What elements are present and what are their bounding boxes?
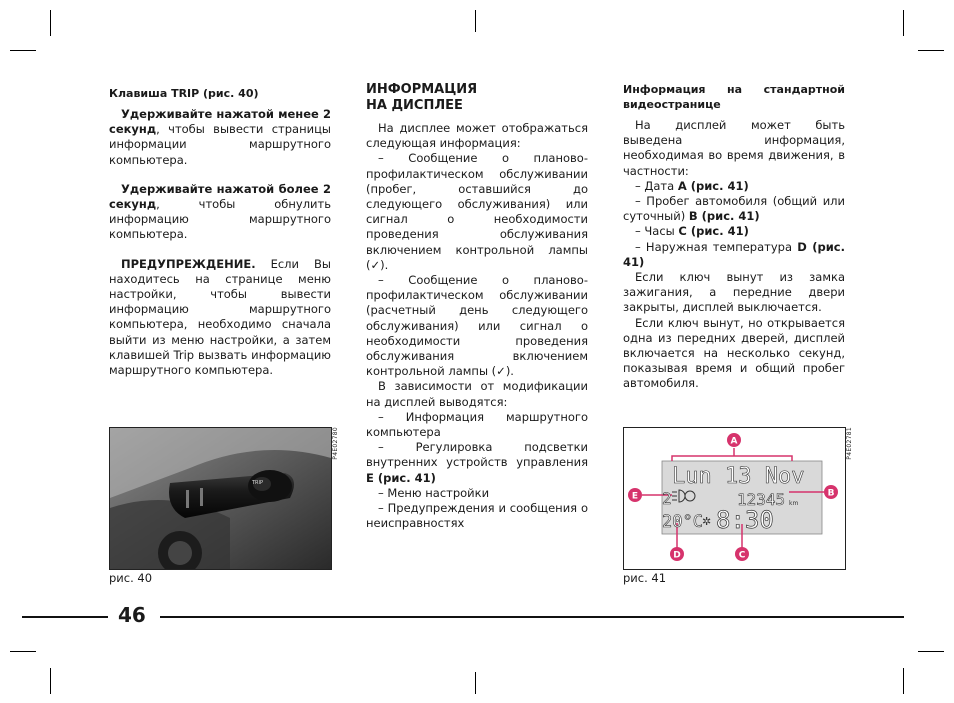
list-item: – Часы C (рис. 41) [635, 224, 749, 239]
list-item: – Наружная температура D (рис. 41) [623, 239, 845, 269]
footer-rule-right [160, 616, 904, 618]
svg-text:D: D [673, 550, 681, 561]
list-item: – Сообщение о планово-профилактическом обслуживании (пробег, оставшийся до следующего обслуживания) или сигнал о необходимости проведения обслуживания включением контрольной лампы (✓). [366, 151, 588, 272]
display-clock: 8:30 [716, 506, 774, 534]
section-title: ИНФОРМАЦИЯ НА ДИСПЛЕЕ [366, 82, 478, 113]
display-temperature: 20°C [662, 512, 703, 532]
display-diagram [624, 428, 845, 569]
crop-mark [918, 651, 944, 652]
figure-code: P4E02780 [332, 427, 339, 460]
list-item: – Информация маршрутного компьютера [366, 409, 588, 440]
paragraph: В зависимости от модификации на дисплей выводятся: [366, 379, 588, 409]
paragraph: Если ключ вынут, но открывается одна из передних дверей, дисплей включается на несколько секунд, показывая время и общий пробег автомобиля. [623, 315, 845, 391]
svg-text:E: E [631, 491, 639, 502]
crop-mark [918, 50, 944, 51]
trip-button-label: TRIP [252, 480, 264, 486]
snowflake-icon: ✲ [702, 515, 712, 528]
list-item: – Пробег автомобиля (общий или суточный) B (рис. 41) [623, 194, 845, 224]
figure-40-photo [109, 427, 332, 570]
marker-b [824, 485, 838, 499]
footer-rule-left [22, 616, 108, 618]
figure-40-caption: рис. 40 [109, 571, 153, 585]
crop-mark [475, 672, 476, 694]
column-display-info [366, 82, 588, 531]
list-item: – Дата A (рис. 41) [635, 178, 749, 193]
svg-text:B: B [827, 488, 835, 499]
warning-paragraph: ПРЕДУПРЕЖДЕНИЕ. Если Вы находитесь на странице меню настройки, чтобы вывести информацию маршрутного компьютера, необходимо сначала выйти из меню настройки, а затем клавишей Trip вызвать информацию маршрутного компьютера. [109, 256, 331, 378]
display-odometer: 12345 [737, 490, 786, 509]
steering-stalk-illustration [110, 428, 331, 569]
crop-mark [10, 651, 36, 652]
section-heading: Клавиша TRIP (рис. 40) [109, 87, 259, 100]
list-item: – Регулировка подсветки внутренних устройств управления E (рис. 41) [366, 440, 588, 485]
paragraph: Удерживайте нажатой более 2 секунд, чтобы обнулить информацию маршрутного компьютера. [109, 181, 331, 242]
paragraph: Удерживайте нажатой менее 2 секунд, чтобы вывести страницы информации маршрутного компьютера. [109, 107, 331, 167]
svg-text:A: A [730, 436, 738, 447]
crop-mark [10, 50, 36, 51]
column-standard-page [623, 82, 845, 392]
list-item: – Сообщение о планово-профилактическом обслуживании (расчетный день следующего обслуживания) или сигнал о необходимости проведения обслуживания включением контрольной лампы (✓). [366, 273, 588, 379]
display-odometer-unit: km [789, 500, 799, 507]
paragraph: На дисплей может быть выведена информация, необходимая во время движения, в частности: [623, 118, 845, 178]
marker-c [735, 547, 749, 561]
display-date: Lun 13 Nov [672, 464, 805, 489]
figure-code: P4E02781 [846, 427, 853, 460]
crop-mark [50, 668, 51, 694]
list-item: – Предупреждения и сообщения о неисправностях [366, 501, 588, 531]
wrench-icon: ✓ [496, 364, 506, 379]
crop-mark [903, 10, 904, 36]
display-light-level: 2 [662, 489, 672, 508]
figure-41-display [623, 427, 846, 570]
crop-mark [475, 10, 476, 32]
crop-mark [903, 668, 904, 694]
marker-a [727, 433, 741, 447]
paragraph: Если ключ вынут из замка зажигания, а передние двери закрыты, дисплей выключается. [623, 270, 845, 315]
list-item: – Меню настройки [378, 485, 490, 500]
marker-e [628, 488, 642, 502]
section-heading: Информация на стандартной видеостранице [623, 83, 845, 111]
page-number: 46 [118, 603, 146, 627]
svg-text:C: C [738, 550, 746, 561]
wrench-icon: ✓ [370, 257, 381, 272]
crop-mark [50, 10, 51, 36]
column-trip-key [109, 86, 331, 384]
marker-d [670, 547, 684, 561]
figure-41-caption: рис. 41 [623, 571, 667, 585]
paragraph: На дисплее может отображаться следующая информация: [366, 121, 588, 151]
